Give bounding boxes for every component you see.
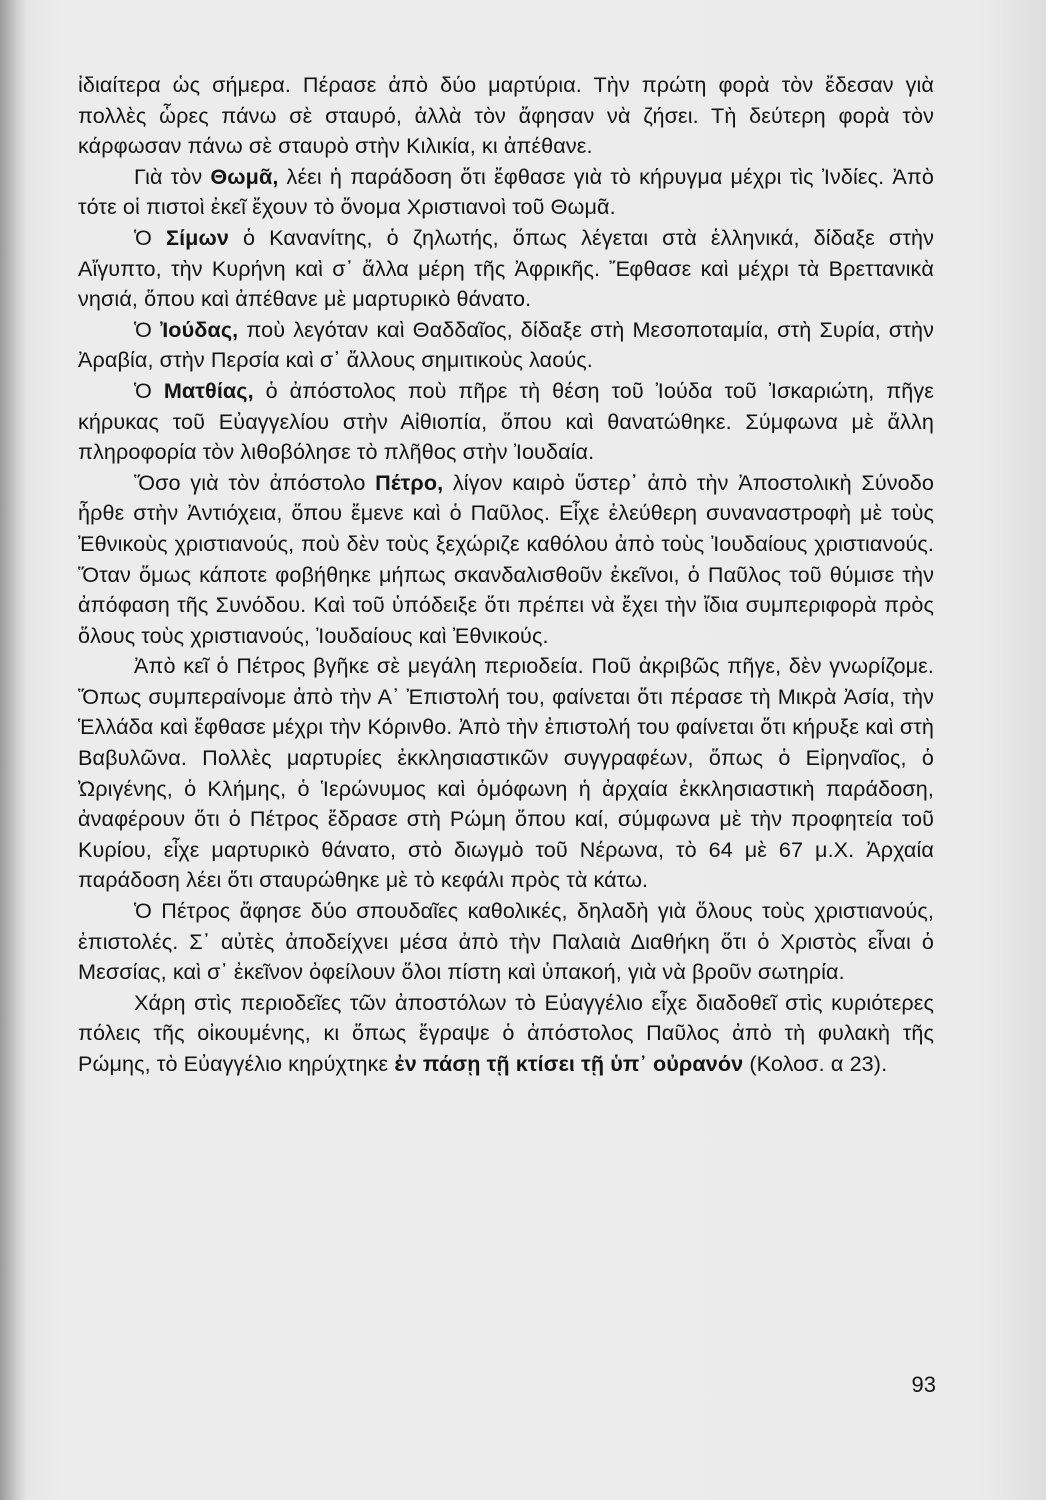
text-run: ὁ ἀπόστολος ποὺ πῆρε τὴ θέση τοῦ Ἰούδα τοῦ Ἰσκαριώτη, πῆγε κήρυκας τοῦ Εὐαγγελίου στὴν Αἰθιοπία, ὅπου καὶ θανατώθηκε. Σύμφωνα μὲ ἄλλη πληροφορία τὸν λιθοβόλησε τὸ πλῆθος στὴν Ἰουδαία. (78, 377, 934, 465)
text-run: λίγον καιρὸ ὕστερ᾽ ἀπὸ τὴν Ἀποστολικὴ Σύνοδο ἦρθε στὴν Ἀντιόχεια, ὅπου ἔμενε καὶ ὁ Παῦλος. Εἶχε ἐλεύθερη συναναστροφὴ μὲ τοὺς Ἐθνικοὺς χριστιανούς, ποὺ δὲν τοὺς ξεχώριζε καθόλου ἀπὸ τοὺς Ἰουδαίους χριστιανούς. Ὅταν ὅμως κάποτε φοβήθηκε μήπως σκανδαλισθοῦν ἐκεῖνοι, ὁ Παῦλος τοῦ θύμισε τὴν ἀπόφαση τῆς Συνόδου. Καὶ τοῦ ὑπόδειξε ὅτι πρέπει νὰ ἔχει τὴν ἴδια συμπεριφορὰ πρὸς ὅλους τοὺς χριστιανούς, Ἰουδαίους καὶ Ἐθνικούς. (78, 469, 934, 648)
bold-term: ἐν πάσῃ τῇ κτίσει τῇ ὑπ᾽ οὐρανόν (394, 1051, 744, 1076)
bold-term: Σίμων (166, 224, 229, 250)
text-run: ὁ Κανανίτης, ὁ ζηλωτής, ὅπως λέγεται στὰ ἑλληνικά, δίδαξε στὴν Αἴγυπτο, τὴν Κυρήνη καὶ σ᾽ ἄλλα μέρη τῆς Ἀφρικῆς. Ἔφθασε καὶ μέχρι τὰ Βρεττανικὰ νησιά, ὅπου καὶ ἀπέθανε μὲ μαρτυρικὸ θάνατο. (78, 224, 934, 312)
paragraph (78, 651, 934, 896)
bold-term: Ἰούδας, (160, 316, 239, 342)
text-run: ποὺ λεγόταν καὶ Θαδδαῖος, δίδαξε στὴ Μεσοποταμία, στὴ Συρία, στὴν Ἀραβία, στὴν Περσία καὶ σ᾽ ἄλλους σημιτικοὺς λαούς. (78, 316, 934, 373)
page-number: 93 (911, 1372, 936, 1397)
text-run: Ὅσο γιὰ τὸν ἀπόστολο (134, 469, 376, 495)
text-run: Χάρη στὶς περιοδεῖες τῶν ἀποστόλων τὸ Εὐαγγέλιο εἶχε διαδοθεῖ στὶς κυριότερες πόλεις τῆς οἰκουμένης, κι ὅπως ἔγραψε ὁ ἀπόστολος Παῦλος ἀπὸ τὴ φυλακὴ τῆς Ρώμης, τὸ Εὐαγγέλιο κηρύχτηκε (78, 989, 934, 1076)
text-run: λέει ἡ παράδοση ὅτι ἔφθασε γιὰ τὸ κήρυγμα μέχρι τὶς Ἰνδίες. Ἀπὸ τότε οἱ πιστοὶ ἐκεῖ ἔχουν τὸ ὄνομα Χριστιανοὶ τοῦ Θωμᾶ. (78, 163, 934, 220)
paragraph (78, 162, 934, 223)
text-run: Γιὰ τὸν (134, 163, 211, 189)
text-run: ἰδιαίτερα ὡς σήμερα. Πέρασε ἀπὸ δύο μαρτύρια. Τὴν πρώτη φορὰ τὸν ἔδεσαν γιὰ πολλὲς ὧρες πάνω σὲ σταυρό, ἀλλὰ τὸν ἄφησαν νὰ ζήσει. Τὴ δεύτερη φορὰ τὸν κάρφωσαν πάνω σὲ σταυρὸ στὴν Κιλικία, κι ἀπέθανε. (78, 72, 934, 159)
paragraph (78, 376, 934, 468)
binding-edge (0, 0, 26, 1500)
paragraph (78, 70, 934, 162)
text-run: Ἀπὸ κεῖ ὁ Πέτρος βγῆκε σὲ μεγάλη περιοδεία. Ποῦ ἀκριβῶς πῆγε, δὲν γνωρίζομε. Ὅπως συμπεραίνομε ἀπὸ τὴν Α᾽ Ἐπιστολή του, φαίνεται ὅτι πέρασε τὴ Μικρὰ Ἀσία, τὴν Ἑλλάδα καὶ ἔφθασε μέχρι τὴν Κόρινθο. Ἀπὸ τὴν ἐπιστολή του φαίνεται ὅτι κήρυξε καὶ στὴ Βαβυλῶνα. Πολλὲς μαρτυρίες ἐκκλησιαστικῶν συγγραφέων, ὅπως ὁ Εἰρηναῖος, ὁ Ὠριγένης, ὁ Κλήμης, ὁ Ἱερώνυμος καὶ ὁμόφωνη ἡ ἀρχαία ἐκκλησιαστικὴ παράδοση, ἀναφέρουν ὅτι ὁ Πέτρος ἔδρασε στὴ Ρώμη ὅπου καί, σύμφωνα μὲ τὴν προφητεία τοῦ Κυρίου, εἶχε μαρτυρικὸ θάνατο, στὸ διωγμὸ τοῦ Νέρωνα, τὸ 64 μὲ 67 μ.Χ. Ἀρχαία παράδοση λέει ὅτι σταυρώθηκε μὲ τὸ κεφάλι πρὸς τὰ κάτω. (78, 653, 934, 893)
paragraph (78, 468, 934, 652)
body-text (78, 70, 934, 1080)
bold-term: Ματθίας, (163, 377, 254, 403)
paragraph (78, 896, 934, 988)
text-run: Ὁ (134, 316, 161, 342)
paragraph (78, 988, 934, 1080)
bold-term: Πέτρο, (375, 469, 444, 495)
text-run: Ὁ Πέτρος ἄφησε δύο σπουδαῖες καθολικές, δηλαδὴ γιὰ ὅλους τοὺς χριστιανούς, ἐπιστολές. Σ᾽ αὐτὲς ἀποδείχνει μέσα ἀπὸ τὴν Παλαιὰ Διαθήκη ὅτι ὁ Χριστὸς εἶναι ὁ Μεσσίας, καὶ σ᾽ ἐκεῖνον ὀφείλουν ὅλοι πίστη καὶ ὑπακοή, γιὰ νὰ βροῦν σωτηρία. (78, 898, 934, 985)
text-run: Ὁ (134, 224, 167, 250)
text-run: (Κολοσ. α 23). (743, 1051, 888, 1076)
paragraph (78, 315, 934, 376)
paragraph (78, 223, 934, 315)
bold-term: Θωμᾶ, (210, 163, 279, 189)
text-run: Ὁ (134, 377, 164, 403)
